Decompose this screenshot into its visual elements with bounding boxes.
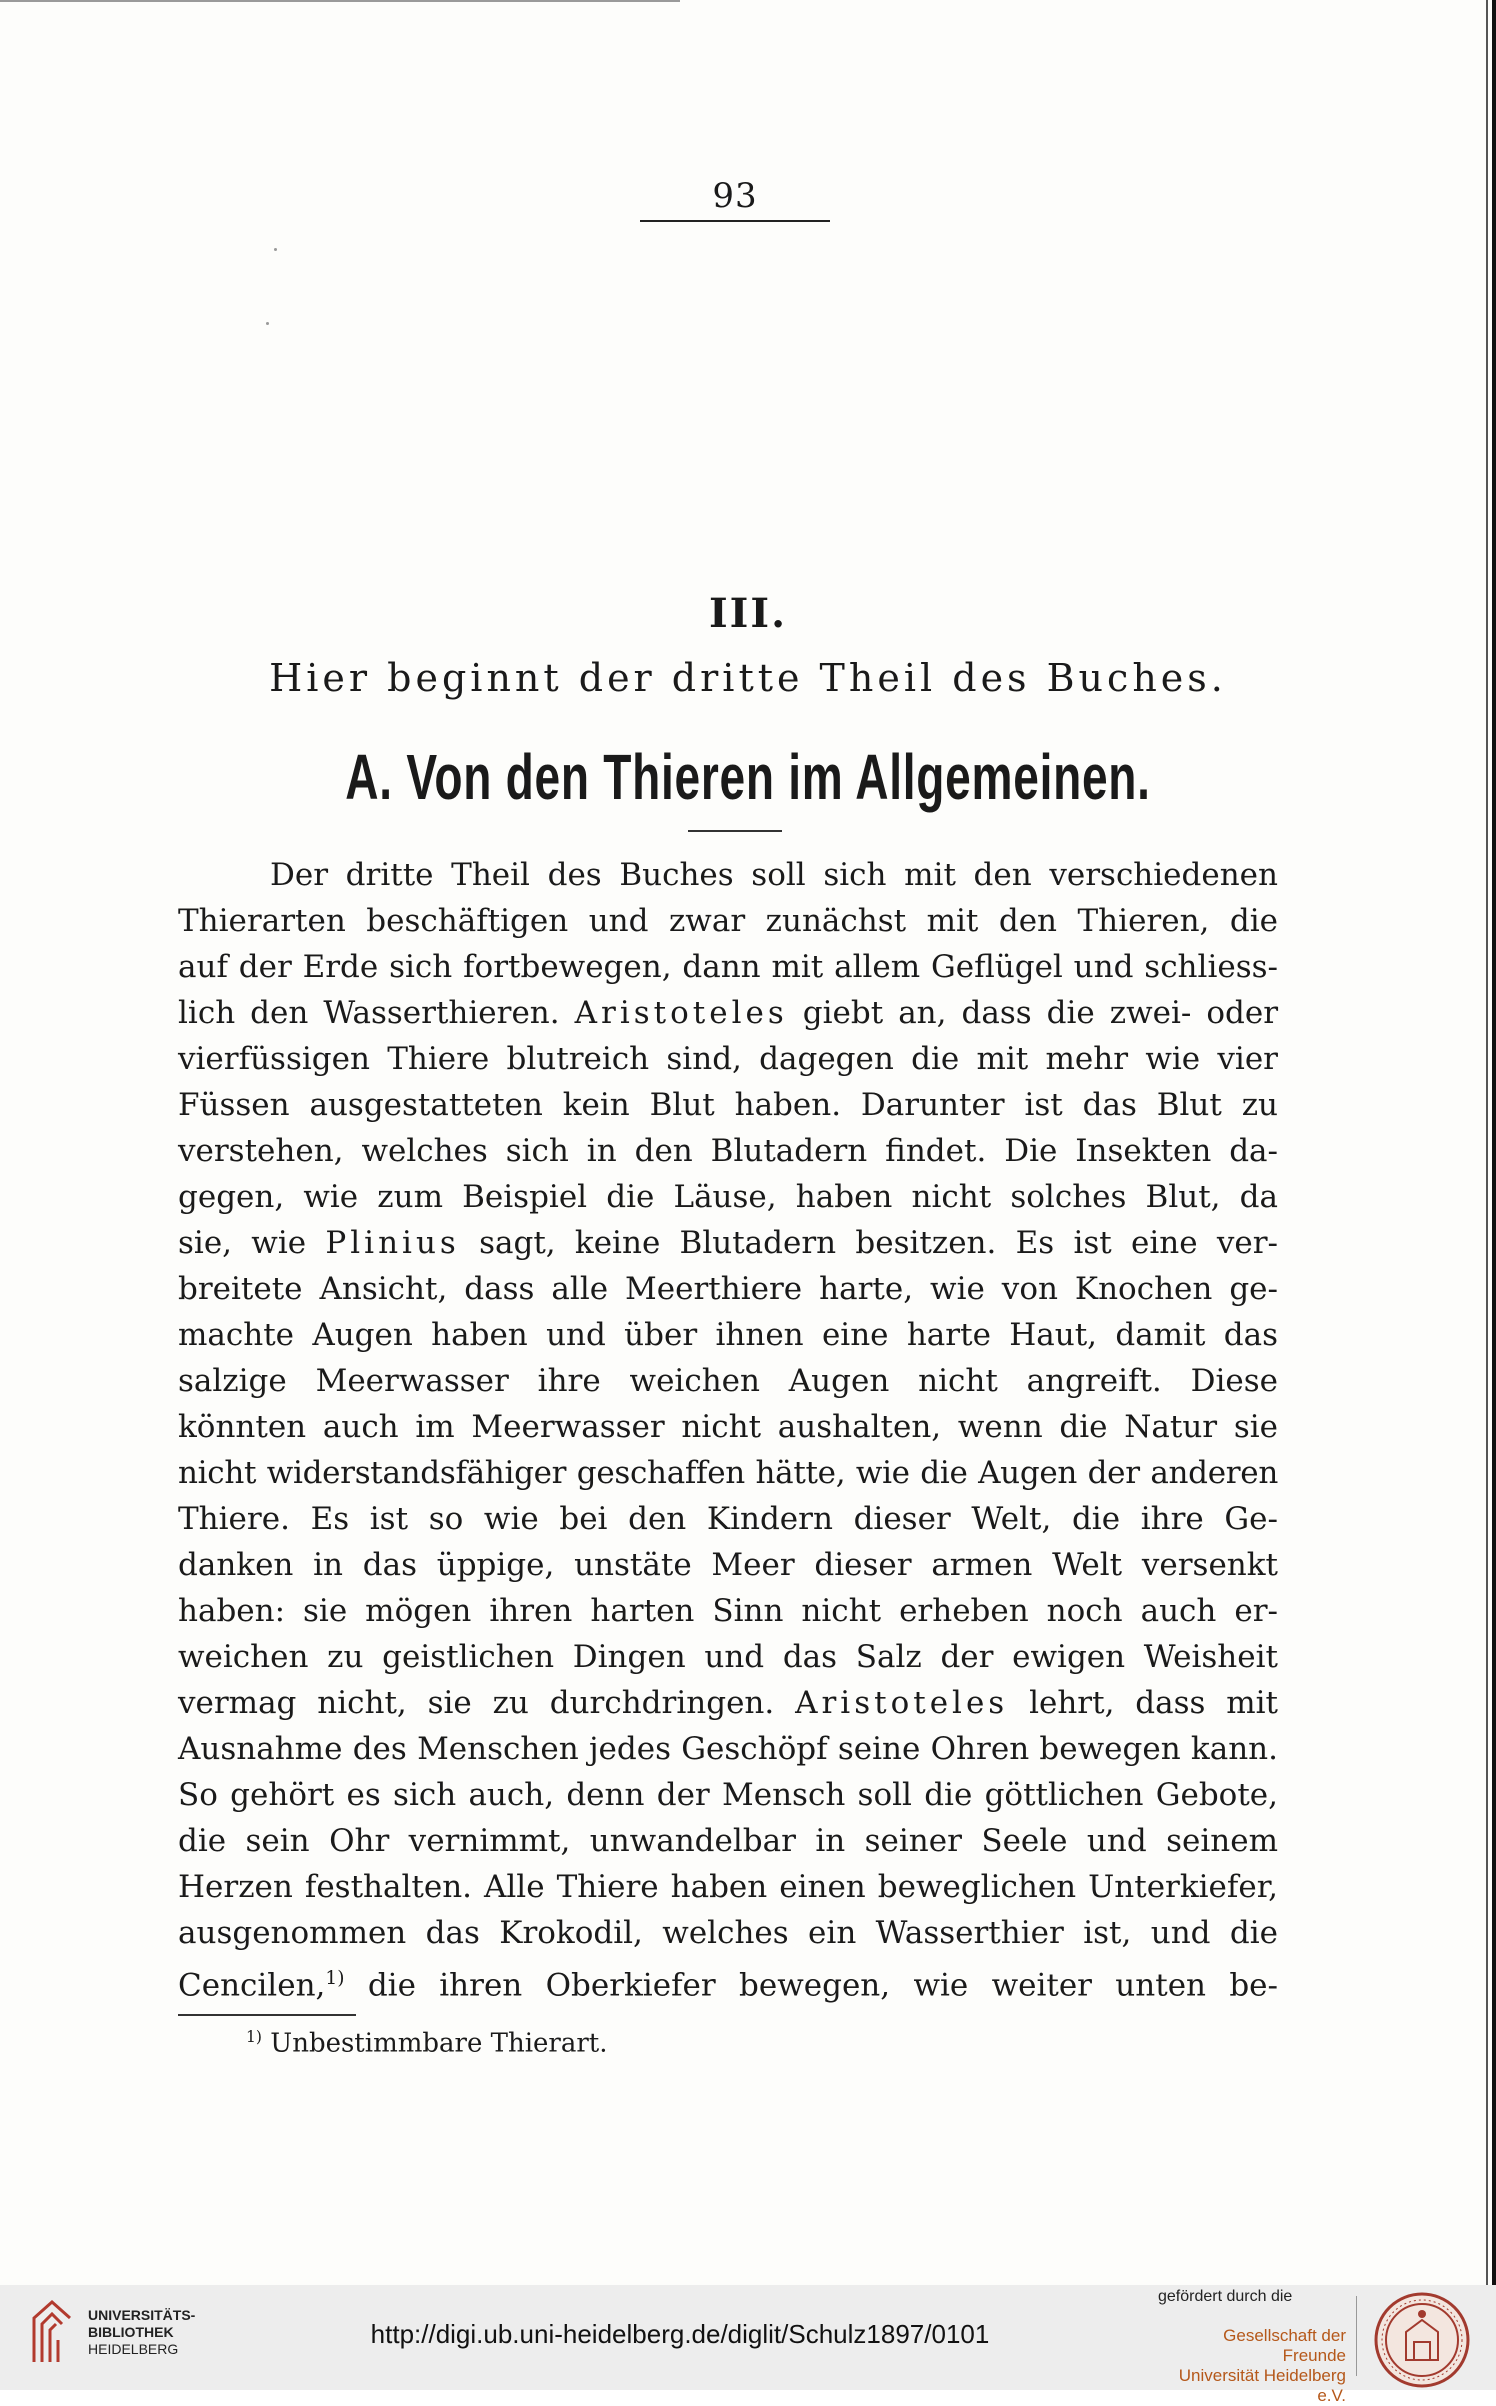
text-line: gegen, wie zum Beispiel die Läuse, haben nicht solches Blut, da [178,1179,1278,1215]
section-heading: A. Von den Thieren im Allgemeinen. [345,741,1151,813]
text-line: Thiere. Es ist so wie bei den Kindern dieser Welt, die ihre Ge- [178,1501,1278,1537]
scan-speck [266,322,269,325]
library-line: BIBLIOTHEK [88,2324,174,2340]
body-paragraph [178,852,1278,2008]
text-line: haben: sie mögen ihren harten Sinn nicht erheben noch auch er- [178,1593,1278,1629]
library-name [88,2307,195,2358]
text-line [178,1956,1278,2008]
text-run: giebt an, dass die zwei- oder [802,995,1279,1031]
text-line: nicht widerstandsfähiger geschaffen hätte, wie die Augen der anderen [178,1455,1278,1491]
footnote-marker: 1) [246,2028,263,2046]
part-numeral: III. [708,590,788,637]
text-run: die ihren Oberkiefer bewegen, wie weiter unten be- [367,1967,1279,2004]
scan-edge-right [1492,0,1496,2285]
digital-copy-link[interactable]: http://digi.ub.uni-heidelberg.de/diglit/Schulz1897/0101 [370,2319,990,2349]
scan-edge-top [0,0,680,2]
university-seal-icon [1372,2290,1472,2390]
text-line: weichen zu geistlichen Dingen und das Salz der ewigen Weisheit [178,1639,1278,1675]
text-line: danken in das üppige, unstäte Meer dieser armen Welt versenkt [178,1547,1278,1583]
society-name [1156,2326,1346,2406]
text-run: lehrt, dass mit [1029,1685,1279,1721]
footnote-text: Unbestimmbare Thierart. [270,2028,608,2059]
text-line: Thierarten beschäftigen und zwar zunächst mit den Thieren, die [178,903,1278,939]
text-line: Der dritte Theil des Buches soll sich mit den verschiedenen [270,857,1278,893]
text-line: breitete Ansicht, dass alle Meerthiere harte, wie von Knochen ge- [178,1271,1278,1307]
footer-divider [1356,2296,1357,2376]
text-line [178,1680,1278,1726]
part-subtitle: Hier beginnt der dritte Theil des Buches. [269,656,1227,700]
society-line: Universität Heidelberg e.V. [1178,2366,1346,2405]
text-run: vermag nicht, sie zu durchdringen. [178,1685,775,1721]
page-number: 93 [640,176,830,222]
text-line: könnten auch im Meerwasser nicht aushalten, wenn die Natur sie [178,1409,1278,1445]
text-line: Ausnahme des Menschen jedes Geschöpf seine Ohren bewegen kann. [178,1731,1278,1767]
footnote-rule [178,2014,356,2016]
text-run: sie, wie [178,1225,307,1261]
text-line: auf der Erde sich fortbewegen, dann mit allem Geflügel und schliess- [178,949,1278,985]
emphasized-name: Aristoteles [795,1685,1009,1721]
text-line: vierfüssigen Thiere blutreich sind, dagegen die mit mehr wie vier [178,1041,1278,1077]
footnote-reference: 1) [325,1968,345,1989]
text-line: machte Augen haben und über ihnen eine harte Haut, damit das [178,1317,1278,1353]
text-line: verstehen, welches sich in den Blutadern findet. Die Insekten da- [178,1133,1278,1169]
text-line: ausgenommen das Krokodil, welches ein Wasserthier ist, und die [178,1915,1278,1951]
scan-speck [274,248,277,251]
text-run: lich den Wasserthieren. [178,995,560,1031]
text-run: sagt, keine Blutadern besitzen. Es ist eine ver- [479,1225,1279,1261]
library-line: UNIVERSITÄTS- [88,2307,196,2323]
society-line: Gesellschaft der Freunde [1223,2326,1346,2365]
ub-heidelberg-logo-icon [30,2296,74,2366]
text-line: salzige Meerwasser ihre weichen Augen nicht angreift. Diese [178,1363,1278,1399]
text-line: Herzen festhalten. Alle Thiere haben einen beweglichen Unterkiefer, [178,1869,1278,1905]
text-line: die sein Ohr vernimmt, unwandelbar in seiner Seele und seinem [178,1823,1278,1859]
text-line [178,990,1278,1036]
heading-rule [688,830,782,832]
library-line: HEIDELBERG [88,2341,179,2357]
emphasized-name: Plinius [325,1225,460,1261]
emphasized-name: Aristoteles [574,995,788,1031]
text-line [178,1220,1278,1266]
footnote [246,2028,607,2059]
text-line: Füssen ausgestatteten kein Blut haben. Darunter ist das Blut zu [178,1087,1278,1123]
text-run: Cencilen, [178,1967,326,2004]
text-line: So gehört es sich auch, denn der Mensch soll die göttlichen Gebote, [178,1777,1278,1813]
funded-by-text: gefördert durch die [1158,2288,1293,2305]
scan-edge-right-inner [1486,0,1488,2285]
